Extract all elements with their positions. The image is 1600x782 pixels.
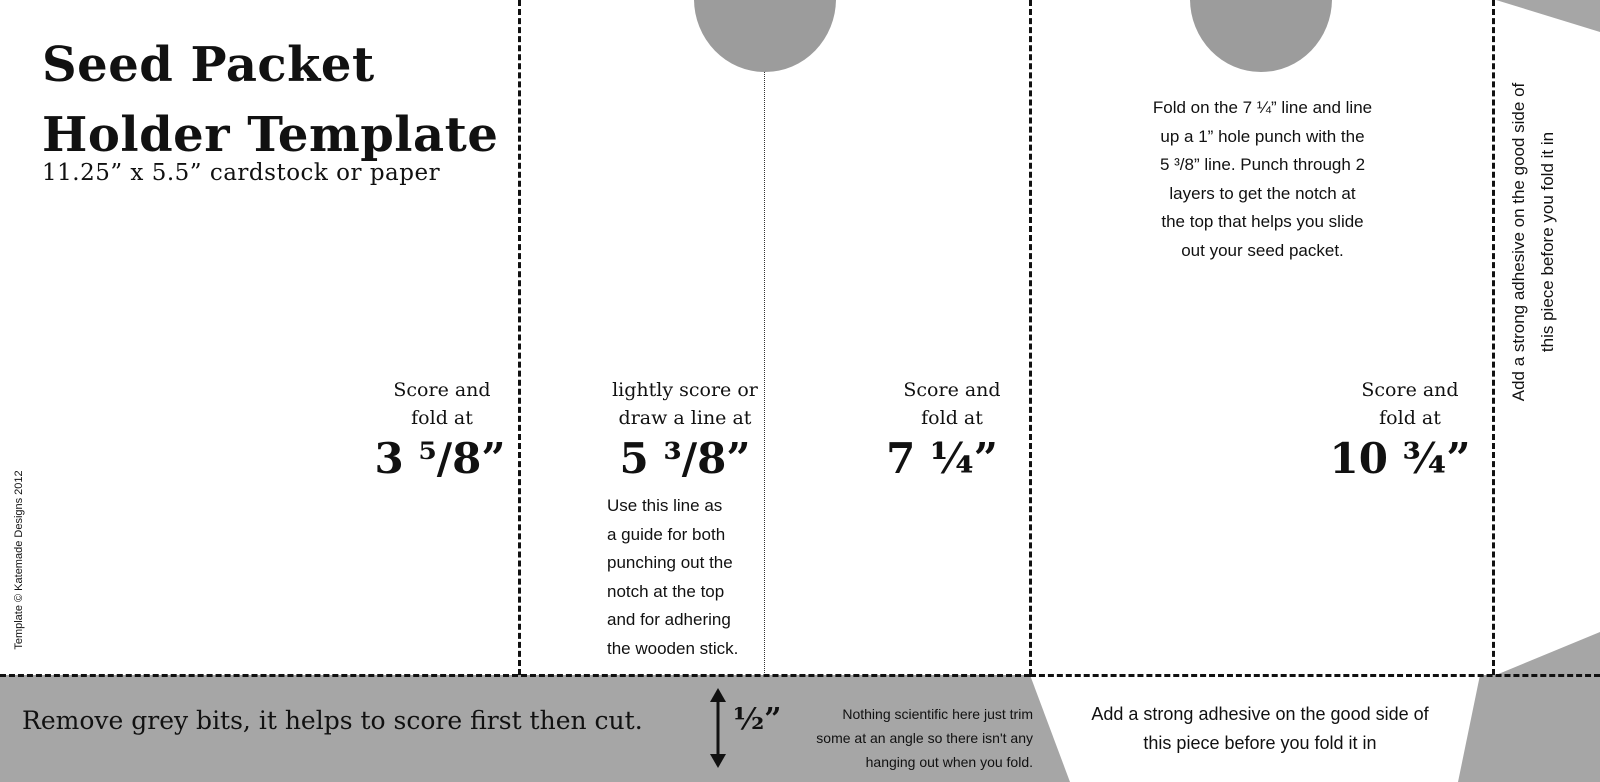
fold-line-7-1-4 (1029, 0, 1032, 675)
side-adhesive-note: Add a strong adhesive on the good side of this piece before you fold it in (1509, 82, 1557, 402)
hole-punch-note: Fold on the 7 ¼” line and line up a 1” hole punch with the 5 ³/8” line. Punch through 2 layers to get the notch at the top that helps you slide out your seed packet. (1152, 98, 1373, 260)
fold-line-3-5-8 (518, 0, 521, 675)
fold-2-measure: 5 ³/8” (619, 434, 751, 483)
fold-4-label: Score and fold at (1361, 379, 1459, 429)
page-subtitle: 11.25” x 5.5” cardstock or paper (42, 160, 441, 186)
fold-line-10-3-4 (1492, 0, 1495, 675)
fold-3-label: Score and fold at (903, 379, 1001, 429)
guide-line-note: Use this line as a guide for both punching out the notch at the top and for adhering the wooden stick. (607, 496, 739, 658)
bottom-adhesive-note: Add a strong adhesive on the good side of this piece before you fold it in (1091, 704, 1429, 753)
half-inch-label: ½” (733, 702, 782, 737)
cut-line-bottom-left (0, 674, 1030, 677)
fold-1-label: Score and fold at (393, 379, 491, 429)
double-arrow-icon (706, 688, 730, 768)
fold-2-label: lightly score or draw a line at (612, 379, 758, 429)
fold-3-measure: 7 ¼” (886, 434, 998, 483)
copyright-text: Template © Katemade Designs 2012 (13, 470, 25, 650)
fold-4-measure: 10 ¾” (1329, 434, 1471, 483)
page-title: Seed Packet Holder Template (42, 37, 499, 163)
fold-line-bottom-flap (1030, 674, 1600, 677)
remove-grey-note: Remove grey bits, it helps to score first then cut. (22, 706, 643, 735)
bottom-right-grey-corner (1496, 632, 1600, 675)
trim-angle-note: Nothing scientific here just trim some at an angle so there isn't any hanging out when you fold. (816, 706, 1033, 770)
fold-1-measure: 3 ⁵/8” (374, 434, 506, 483)
top-right-grey-corner (1496, 0, 1600, 32)
